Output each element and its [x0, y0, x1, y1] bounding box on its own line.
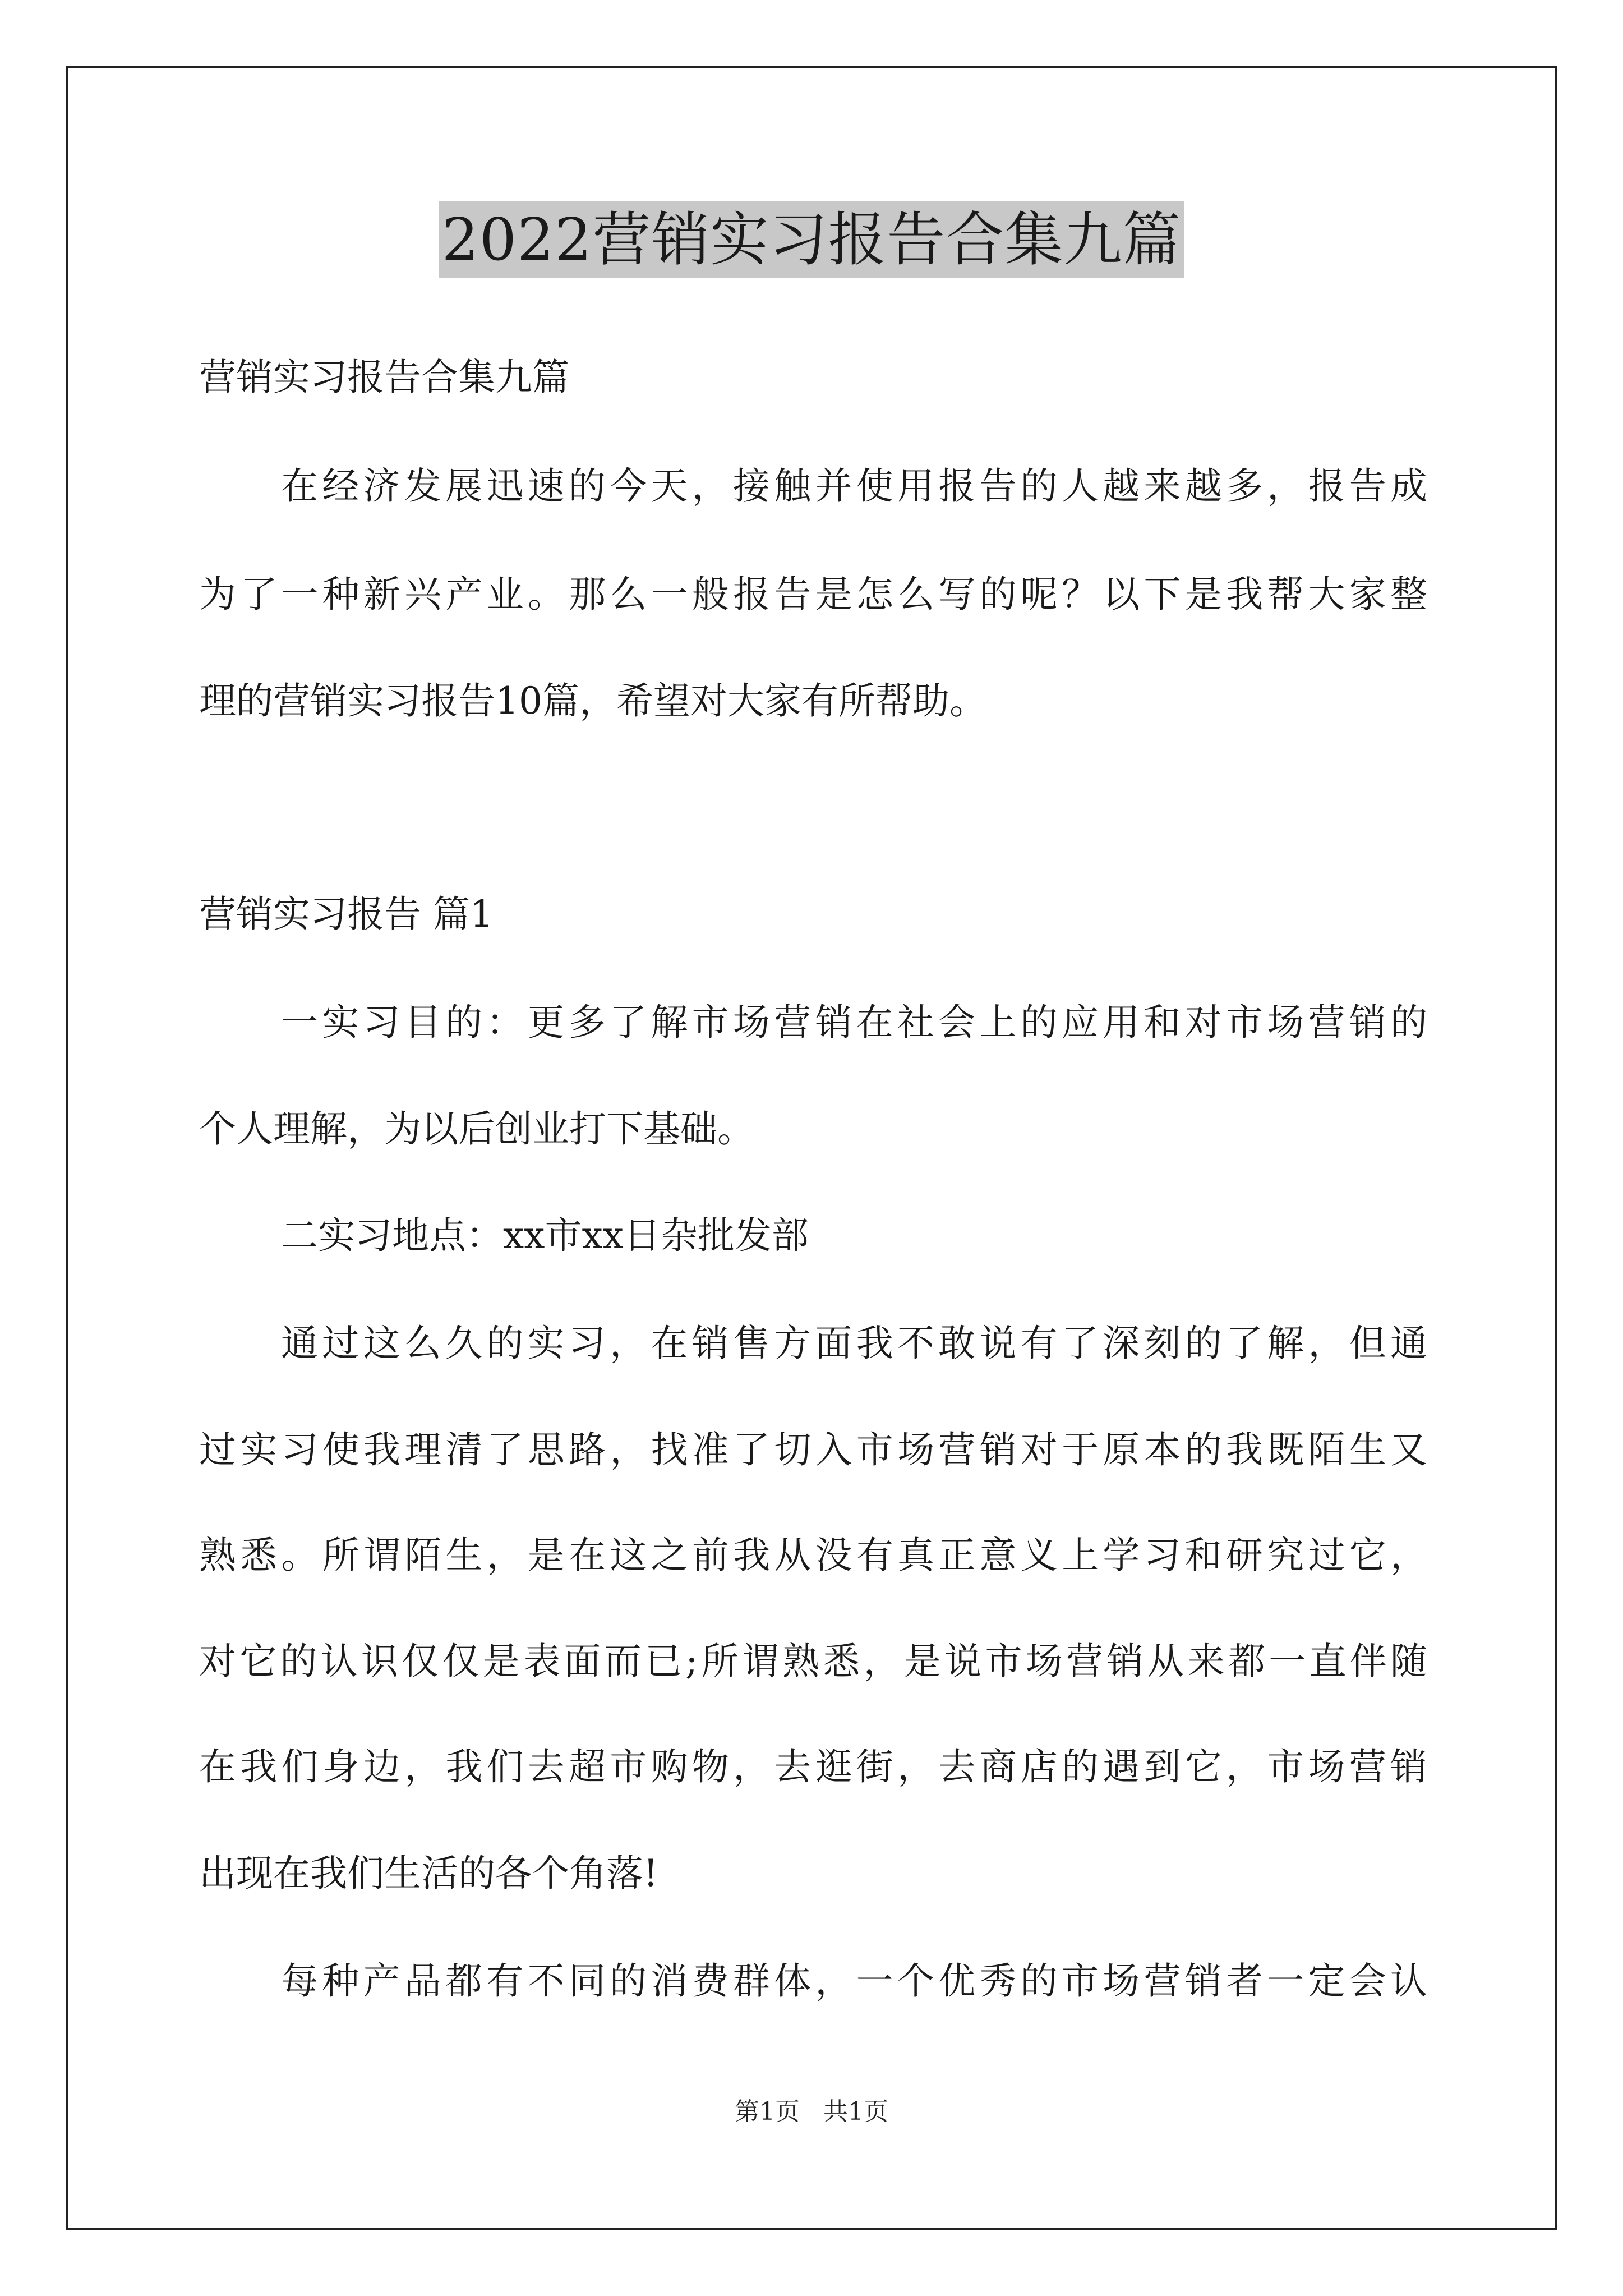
- paragraph-line: 过实习使我理清了思路，找准了切入市场营销对于原本的我既陌生又: [199, 1428, 1427, 1471]
- paragraph-line: 个人理解，为以后创业打下基础。: [199, 1107, 754, 1151]
- paragraph-line: 一实习目的：更多了解市场营销在社会上的应用和对市场营销的: [281, 1001, 1427, 1044]
- paragraph-line: 每种产品都有不同的消费群体，一个优秀的市场营销者一定会认: [281, 1959, 1427, 2003]
- intro-line-3: 理的营销实习报告10篇，希望对大家有所帮助。: [199, 679, 986, 723]
- paragraph-line: 二实习地点：xx市xx日杂批发部: [281, 1214, 809, 1257]
- page-footer: [0, 2096, 1623, 2128]
- paragraph-line: 出现在我们生活的各个角落!: [199, 1852, 658, 1895]
- paragraph-line: 对它的认识仅仅是表面而已;所谓熟悉，是说市场营销从来都一直伴随: [199, 1640, 1427, 1683]
- page-number-current: 第1页: [735, 2097, 800, 2126]
- page-number-total: 共1页: [823, 2097, 888, 2126]
- paragraph-line: 熟悉。所谓陌生，是在这之前我从没有真正意义上学习和研究过它，: [199, 1534, 1427, 1577]
- subtitle: 营销实习报告合集九篇: [199, 356, 569, 399]
- intro-line-1: 在经济发展迅速的今天，接触并使用报告的人越来越多，报告成: [281, 464, 1427, 508]
- paragraph-line: 在我们身边，我们去超市购物，去逛街，去商店的遇到它，市场营销: [199, 1745, 1427, 1788]
- document-title: 2022营销实习报告合集九篇: [439, 201, 1185, 278]
- intro-line-2: 为了一种新兴产业。那么一般报告是怎么写的呢？以下是我帮大家整: [199, 573, 1427, 616]
- paragraph-line: 通过这么久的实习，在销售方面我不敢说有了深刻的了解，但通: [281, 1322, 1427, 1365]
- section-heading: 营销实习报告 篇1: [199, 892, 494, 936]
- title-container: [0, 201, 1623, 278]
